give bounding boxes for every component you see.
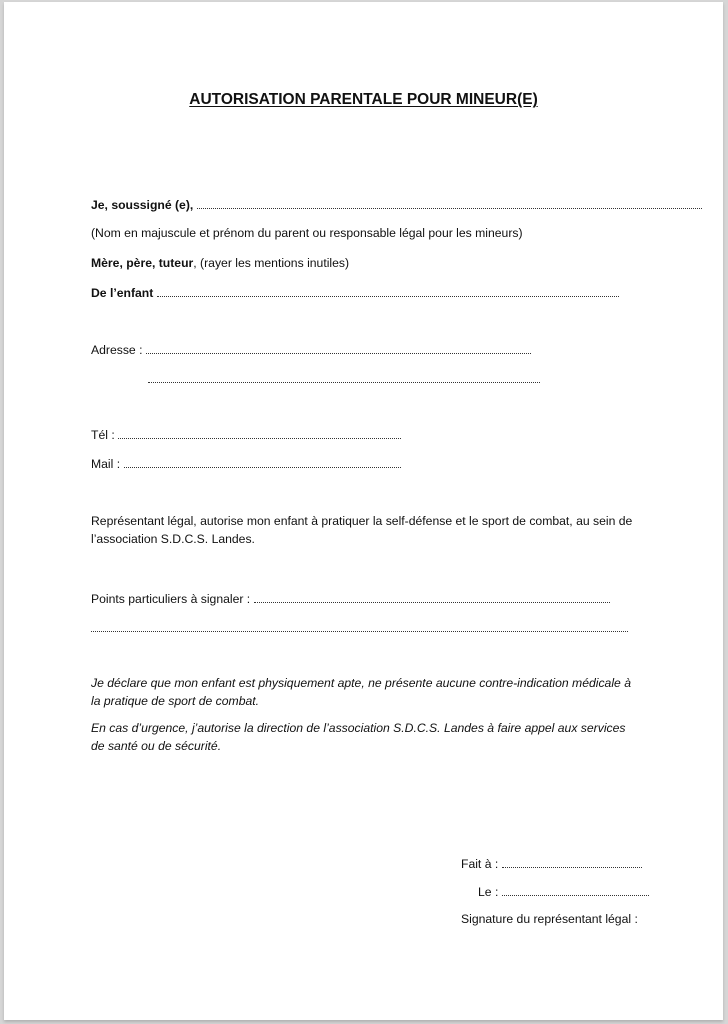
nom-hint: (Nom en majuscule et prénom du parent ou responsable légal pour les mineurs) (91, 226, 523, 240)
enfant-label: De l’enfant (91, 286, 154, 300)
document-page (4, 2, 723, 1020)
tel-label: Tél : (91, 428, 115, 442)
mail-row (91, 456, 401, 472)
mail-field[interactable] (124, 457, 401, 468)
fait-a-label: Fait à : (461, 857, 499, 871)
document-title: AUTORISATION PARENTALE POUR MINEUR(E) (189, 91, 538, 108)
enfant-row (91, 285, 619, 301)
signature-label: Signature du représentant légal : (461, 912, 638, 926)
fait-a-row (461, 856, 642, 872)
adresse-field-line-2[interactable] (148, 372, 540, 383)
soussigne-row (91, 197, 702, 213)
points-field-line-1[interactable] (254, 592, 610, 603)
enfant-field[interactable] (157, 286, 619, 297)
parent-row (91, 255, 349, 271)
le-row (478, 884, 649, 900)
tel-row (91, 427, 401, 443)
declaration-aptitude: Je déclare que mon enfant est physiquement apte, ne présente aucune contre-indication médicale à la pratique de sport de combat. (91, 676, 631, 708)
points-row-2 (91, 620, 628, 636)
le-label: Le : (478, 885, 499, 899)
declaration-urgence: En cas d’urgence, j’autorise la direction de l’association S.D.C.S. Landes à faire appel aux services de santé ou de sécurité. (91, 721, 626, 753)
points-field-line-2[interactable] (91, 621, 628, 632)
parent-hint: , (rayer les mentions inutiles) (193, 256, 350, 270)
le-field[interactable] (502, 885, 649, 896)
parent-label: Mère, père, tuteur (91, 256, 194, 270)
mail-label: Mail : (91, 457, 121, 471)
adresse-row-2 (148, 371, 540, 387)
authorisation-text: Représentant légal, autorise mon enfant à pratiquer la self-défense et le sport de combat, au sein de l’association S.D.C.S. Landes. (91, 514, 633, 546)
soussigne-field[interactable] (197, 198, 702, 209)
tel-field[interactable] (118, 428, 401, 439)
adresse-label: Adresse : (91, 343, 143, 357)
fait-a-field[interactable] (502, 857, 642, 868)
adresse-row (91, 342, 531, 358)
points-row (91, 591, 610, 607)
soussigne-label: Je, soussigné (e), (91, 198, 194, 212)
points-label: Points particuliers à signaler : (91, 592, 251, 606)
adresse-field-line-1[interactable] (146, 343, 531, 354)
